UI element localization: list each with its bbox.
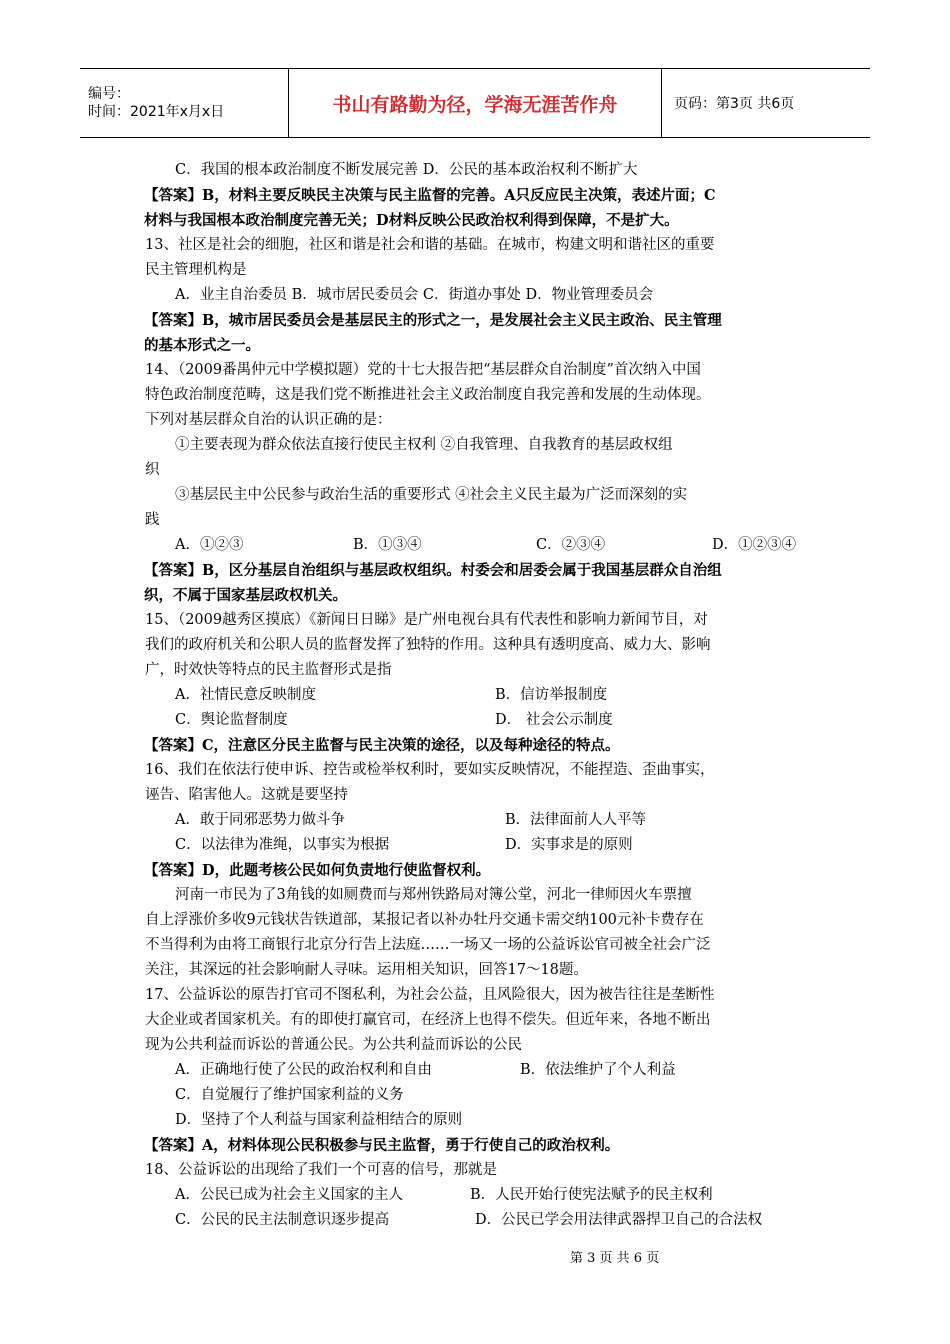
question-17: 17、公益诉讼的原告打官司不图私利，为社会公益，且风险很大，因为被告往往是垄断性 — [145, 987, 715, 1003]
option-c: C．公民的民主法制意识逐步提高 — [175, 1212, 390, 1228]
option-a: A．正确地行使了公民的政治权利和自由 — [175, 1062, 432, 1078]
option-d: D．实事求是的原则 — [505, 837, 633, 853]
statement-line: ①主要表现为群众依法直接行使民主权利 ②自我管理、自我教育的基层政权组 — [175, 437, 673, 453]
option-b: B．法律面前人人平等 — [505, 812, 647, 828]
option-d: D． 社会公示制度 — [495, 712, 613, 728]
answer-line: 织，不属于国家基层政权机关。 — [144, 587, 347, 604]
statement-line: 织 — [145, 462, 160, 478]
question-15: 15、（2009越秀区摸底）《新闻日日睇》是广州电视台具有代表性和影响力新闻节目，对 — [145, 612, 708, 628]
document-body — [145, 158, 815, 1233]
question-text: 我们的政府机关和公职人员的监督发挥了独特的作用。这种具有透明度高、威力大、影响 — [145, 637, 711, 653]
question-text: 广，时效快等特点的民主监督形式是指 — [145, 662, 392, 678]
option-line — [145, 1183, 815, 1208]
answer-line: 【答案】B，材料主要反映民主决策与民主监督的完善。A只反应民主决策，表述片面；C — [144, 187, 716, 204]
question-text: 诬告、陷害他人。这就是要坚持 — [145, 787, 348, 803]
material-paragraph: 自上浮涨价多收9元钱状告铁道部，某报记者以补办牡丹交通卡需交纳100元补卡费存在 — [145, 912, 704, 928]
option-d: D．坚持了个人利益与国家利益相结合的原则 — [175, 1112, 463, 1128]
material-paragraph: 不当得利为由将工商银行北京分行告上法庭……一场又一场的公益诉讼官司被全社会广泛 — [145, 937, 711, 953]
footer-page-number: 第 3 页 共 6 页 — [570, 1251, 660, 1266]
option-b: B．①③④ — [353, 537, 422, 553]
option-d: D．公民已学会用法律武器捍卫自己的合法权 — [475, 1212, 763, 1228]
answer-line: 【答案】B，区分基层自治组织与基层政权组织。村委会和居委会属于我国基层群众自治组 — [144, 562, 722, 579]
header-page-info — [662, 69, 794, 137]
option-line: A．业主自治委员 B．城市居民委员会 C．街道办事处 D．物业管理委员会 — [175, 287, 654, 303]
answer-line: 【答案】C，注意区分民主监督与民主决策的途径，以及每种途径的特点。 — [144, 737, 620, 754]
header-motto — [288, 69, 662, 137]
option-c: C．舆论监督制度 — [175, 712, 288, 728]
option-b: B．信访举报制度 — [495, 687, 608, 703]
option-c: C．②③④ — [536, 537, 606, 553]
statement-line: 践 — [145, 512, 160, 528]
option-line — [145, 683, 815, 708]
option-line — [145, 833, 815, 858]
option-a: A．①②③ — [175, 537, 244, 553]
option-c: C．自觉履行了维护国家利益的义务 — [175, 1087, 404, 1103]
option-b: B．人民开始行使宪法赋予的民主权利 — [470, 1187, 713, 1203]
option-c: C．以法律为准绳，以事实为根据 — [175, 837, 390, 853]
question-text: 民主管理机构是 — [145, 262, 247, 278]
question-14: 14、（2009番禺仲元中学模拟题）党的十七大报告把“基层群众自治制度”首次纳入中国 — [145, 362, 701, 378]
option-a: A．公民已成为社会主义国家的主人 — [175, 1187, 403, 1203]
document-number-label: 编号： — [88, 86, 130, 102]
document-date-label: 时间：2021年x月x日 — [88, 104, 225, 120]
answer-line: 材料与我国根本政治制度完善无关；D材料反映公民政治权利得到保障，不是扩大。 — [144, 212, 679, 229]
option-b: B．依法维护了个人利益 — [520, 1062, 676, 1078]
question-text: 大企业或者国家机关。有的即使打赢官司，在经济上也得不偿失。但近年来，各地不断出 — [145, 1012, 711, 1028]
option-line — [145, 1208, 815, 1233]
page-info-text: 页码：第3页 共6页 — [674, 96, 795, 112]
motto-text: 书山有路勤为径，学海无涯苦作舟 — [332, 93, 618, 116]
answer-line: 【答案】A，材料体现公民积极参与民主监督，勇于行使自己的政治权利。 — [144, 1137, 620, 1154]
answer-line: 的基本形式之一。 — [144, 337, 260, 354]
statement-line: ③基层民主中公民参与政治生活的重要形式 ④社会主义民主最为广泛而深刻的实 — [175, 487, 688, 503]
option-d: D．①②③④ — [712, 537, 797, 553]
option-line — [145, 533, 815, 558]
question-13: 13、社区是社会的细胞，社区和谐是社会和谐的基础。在城市，构建文明和谐社区的重要 — [145, 237, 715, 253]
material-paragraph: 河南一市民为了3角钱的如厕费而与郑州铁路局对簿公堂，河北一律师因火车票擅 — [175, 887, 692, 903]
option-line — [145, 708, 815, 733]
question-18: 18、公益诉讼的出现给了我们一个可喜的信号，那就是 — [145, 1162, 497, 1178]
answer-line: 【答案】D，此题考核公民如何负责地行使监督权利。 — [144, 862, 491, 879]
option-a: A．敢于同邪恶势力做斗争 — [175, 812, 345, 828]
header-meta — [80, 69, 288, 137]
question-text: 下列对基层群众自治的认识正确的是： — [145, 412, 392, 428]
option-line — [145, 1058, 815, 1083]
page-header — [80, 68, 870, 138]
option-line: C．我国的根本政治制度不断发展完善 D．公民的基本政治权利不断扩大 — [175, 162, 638, 178]
option-a: A．社情民意反映制度 — [175, 687, 316, 703]
question-16: 16、我们在依法行使申诉、控告或检举权利时，要如实反映情况，不能捏造、歪曲事实， — [145, 762, 715, 778]
question-text: 特色政治制度范畴，这是我们党不断推进社会主义政治制度自我完善和发展的生动体现。 — [145, 387, 711, 403]
option-line — [145, 808, 815, 833]
question-text: 现为公共利益而诉讼的普通公民。为公共利益而诉讼的公民 — [145, 1037, 522, 1053]
answer-line: 【答案】B，城市居民委员会是基层民主的形式之一，是发展社会主义民主政治、民主管理 — [144, 312, 722, 329]
material-paragraph: 关注，其深远的社会影响耐人寻味。运用相关知识，回答17～18题。 — [145, 962, 588, 978]
